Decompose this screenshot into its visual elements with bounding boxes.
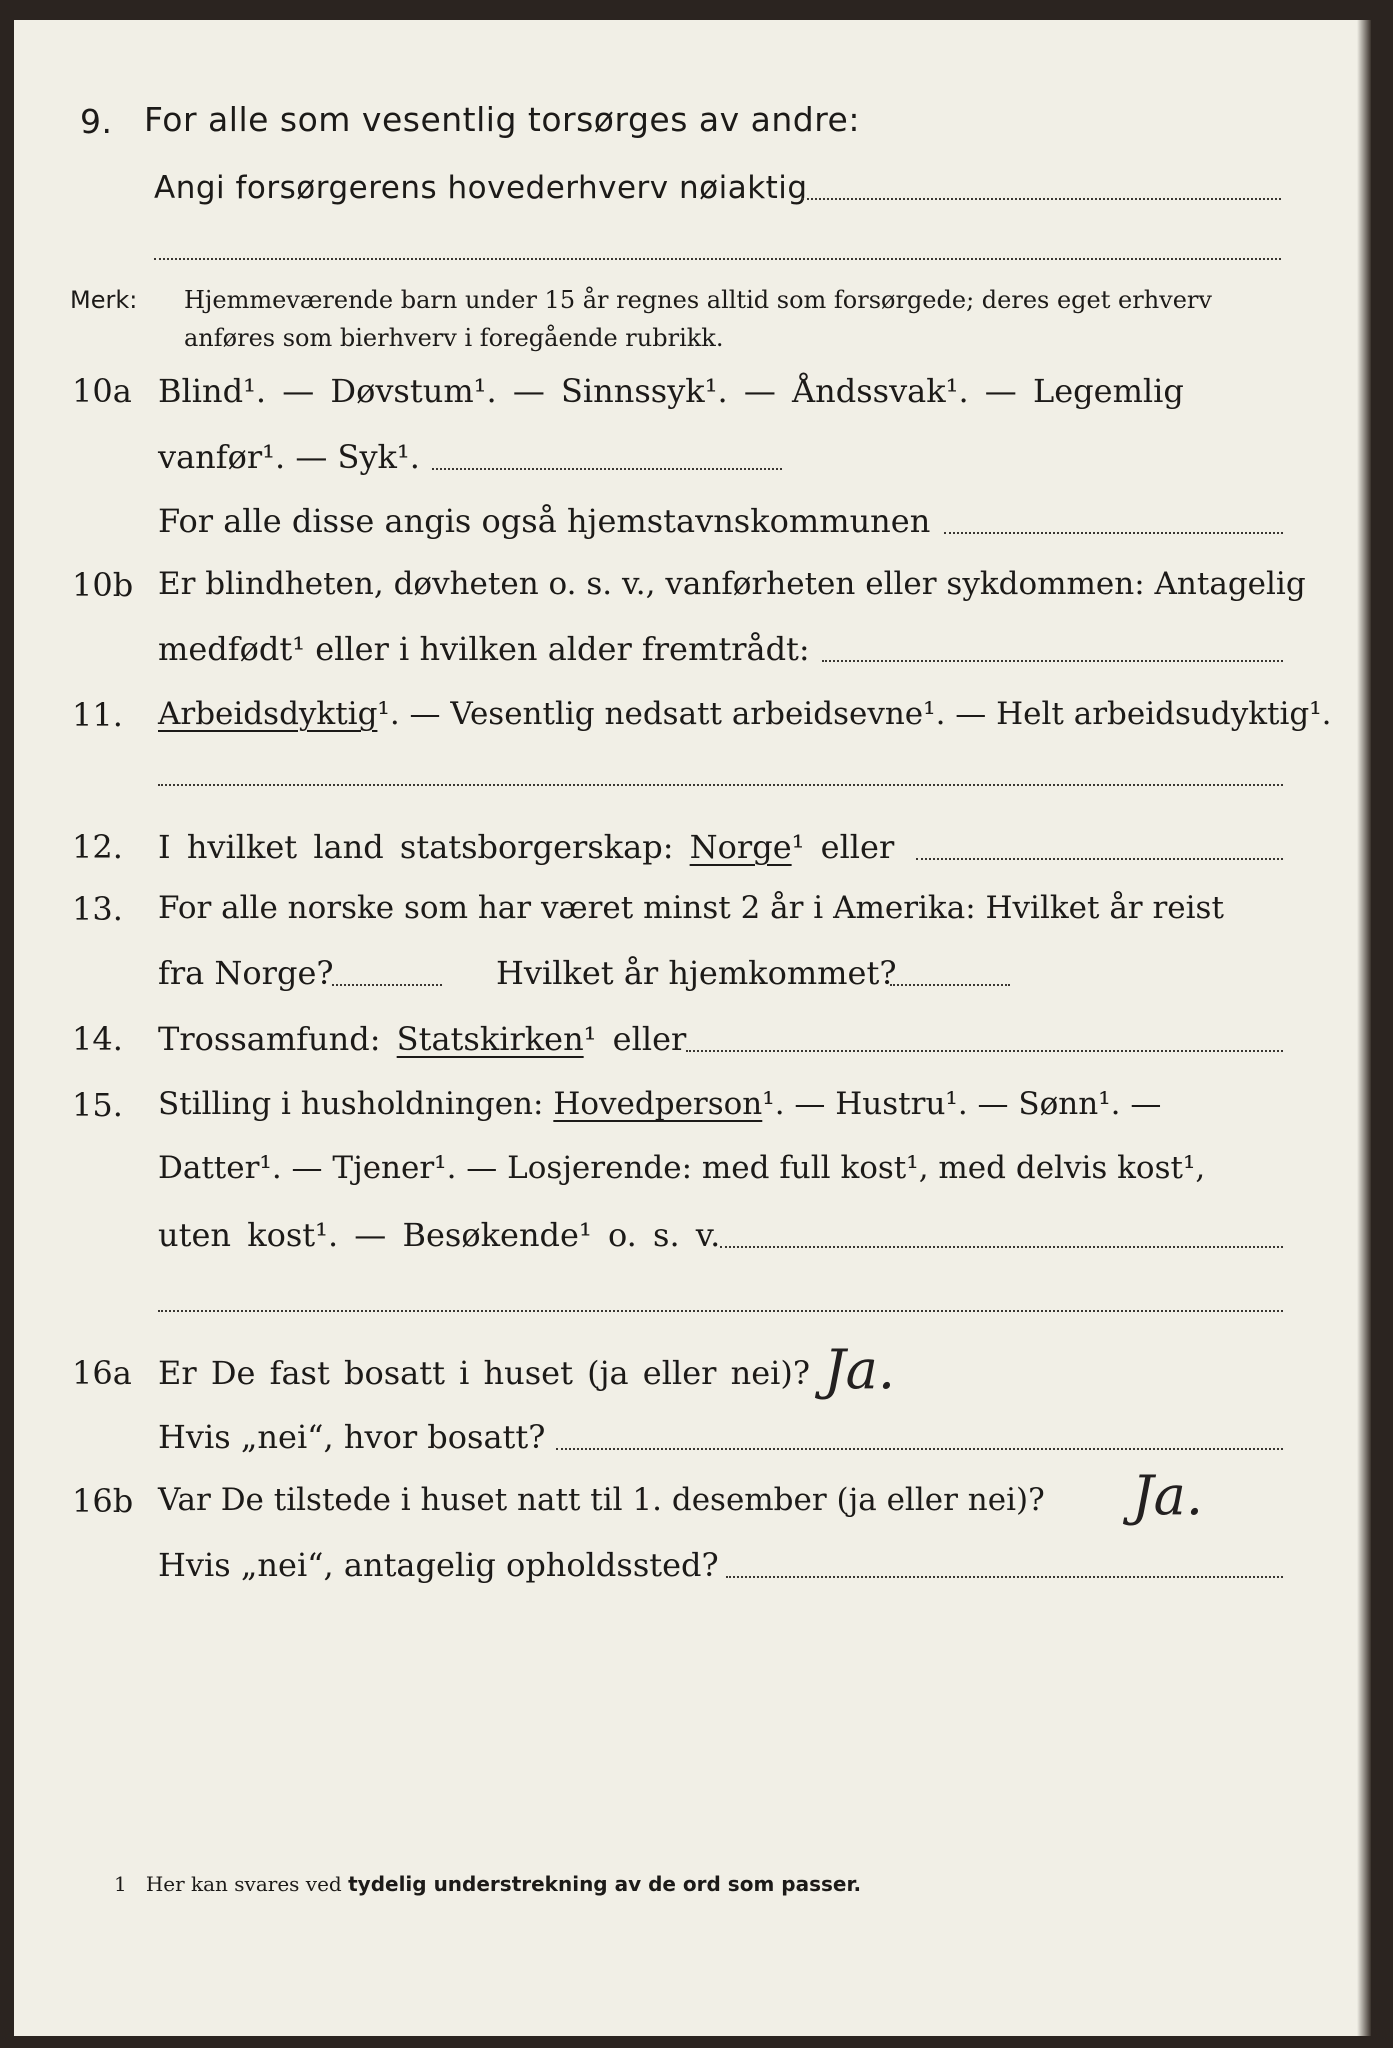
q10a-hjemstavn-field[interactable] bbox=[944, 532, 1283, 534]
q10a-line-1: Blind¹. — Døvstum¹. — Sinnssyk¹. — Åndssvak¹. — Legemlig bbox=[158, 372, 1184, 410]
footnote-mark: 1 bbox=[114, 1872, 127, 1896]
q10a-number: 10a bbox=[72, 372, 132, 410]
q14-prompt: Trossamfund: bbox=[158, 1020, 381, 1058]
q16a-line-2: Hvis „nei“, hvor bosatt? bbox=[158, 1418, 546, 1456]
q12-answer-field[interactable] bbox=[916, 858, 1283, 860]
q16b-line-1: Var De tilstede i huset natt til 1. desember (ja eller nei)? bbox=[158, 1482, 1045, 1518]
q10b-line-1: Er blindheten, døvheten o. s. v., vanførheten eller sykdommen: Antagelig bbox=[158, 566, 1306, 602]
q15-number: 15. bbox=[72, 1086, 123, 1124]
q15-post: ¹. — Hustru¹. — Sønn¹. — bbox=[762, 1086, 1162, 1122]
footnote-text: Her kan svares ved bbox=[145, 1872, 342, 1896]
q13-hjemkommet-field[interactable] bbox=[890, 984, 1010, 986]
q16a-line-1: Er De fast bosatt i huset (ja eller nei)? bbox=[158, 1354, 811, 1392]
footnote-bold-text: tydelig understrekning av de ord som passer. bbox=[348, 1872, 862, 1896]
q9-heading: For alle som vesentlig torsørges av andre: bbox=[144, 100, 860, 139]
q15-line-2: Datter¹. — Tjener¹. — Losjerende: med full kost¹, med delvis kost¹, bbox=[158, 1150, 1206, 1186]
q15-line-1 bbox=[158, 1086, 1161, 1122]
merk-line-1: Hjemmeværende barn under 15 år regnes alltid som forsørgede; deres eget erhverv bbox=[184, 286, 1212, 314]
q15-option-hovedperson[interactable]: Hovedperson bbox=[553, 1086, 763, 1122]
q14-option-statskirken[interactable]: Statskirken bbox=[396, 1020, 584, 1058]
q10a-line-3: For alle disse angis også hjemstavnskommunen bbox=[158, 502, 931, 540]
q13-number: 13. bbox=[72, 890, 123, 928]
q14-answer-field[interactable] bbox=[686, 1050, 1283, 1052]
q15-answer-field[interactable] bbox=[720, 1246, 1283, 1248]
q11-line bbox=[158, 696, 1332, 732]
q12-number: 12. bbox=[72, 828, 123, 866]
q14-line bbox=[158, 1020, 686, 1058]
q16a-handwritten-answer: Ja. bbox=[824, 1338, 896, 1401]
merk-line-2: anføres som bierhverv i foregående rubrikk. bbox=[184, 324, 724, 352]
q11-answer-field[interactable] bbox=[158, 784, 1283, 786]
census-form-page bbox=[14, 20, 1371, 2036]
q15-line-3: uten kost¹. — Besøkende¹ o. s. v. bbox=[158, 1216, 721, 1254]
q16b-number: 16b bbox=[72, 1482, 134, 1520]
q13-line-1: For alle norske som har været minst 2 år i Amerika: Hvilket år reist bbox=[158, 890, 1224, 926]
q12-option-norge[interactable]: Norge bbox=[689, 828, 792, 866]
q10b-number: 10b bbox=[72, 566, 134, 604]
q9-answer-field[interactable] bbox=[802, 198, 1281, 200]
merk-label: Merk: bbox=[70, 286, 138, 314]
q10a-syk-field[interactable] bbox=[432, 468, 782, 470]
q12-line bbox=[158, 828, 894, 866]
q11-rest: ¹. — Vesentlig nedsatt arbeidsevne¹. — Helt arbeidsudyktig¹. bbox=[377, 696, 1332, 732]
q12-prompt: I hvilket land statsborgerskap: bbox=[158, 828, 674, 866]
q16b-handwritten-answer: Ja. bbox=[1132, 1464, 1204, 1527]
q15-answer-field-2[interactable] bbox=[158, 1310, 1283, 1312]
q11-number: 11. bbox=[72, 696, 123, 734]
q13-reist-field[interactable] bbox=[332, 984, 442, 986]
q14-number: 14. bbox=[72, 1020, 123, 1058]
q15-prompt: Stilling i husholdningen: bbox=[158, 1086, 544, 1122]
q9-prompt: Angi forsørgerens hovederhverv nøiaktig bbox=[154, 170, 808, 206]
q10b-answer-field[interactable] bbox=[822, 660, 1283, 662]
q13-reist-label: fra Norge? bbox=[158, 954, 334, 992]
q9-answer-field-2[interactable] bbox=[154, 258, 1281, 260]
q16a-answer-field[interactable] bbox=[556, 1448, 1283, 1450]
q11-option-arbeidsdyktig[interactable]: Arbeidsdyktig bbox=[158, 696, 378, 732]
q10a-line-2: vanfør¹. — Syk¹. bbox=[158, 438, 420, 476]
q13-hjemkommet-label: Hvilket år hjemkommet? bbox=[496, 954, 897, 992]
q16b-answer-field[interactable] bbox=[726, 1576, 1283, 1578]
q16a-number: 16a bbox=[72, 1354, 132, 1392]
q10b-line-2: medfødt¹ eller i hvilken alder fremtrådt: bbox=[158, 630, 810, 668]
q16b-line-2: Hvis „nei“, antagelig opholdssted? bbox=[158, 1546, 719, 1584]
q9-number: 9. bbox=[80, 102, 113, 141]
footnote bbox=[114, 1872, 861, 1896]
q12-post: ¹ eller bbox=[791, 828, 895, 866]
q14-post: ¹ eller bbox=[583, 1020, 687, 1058]
